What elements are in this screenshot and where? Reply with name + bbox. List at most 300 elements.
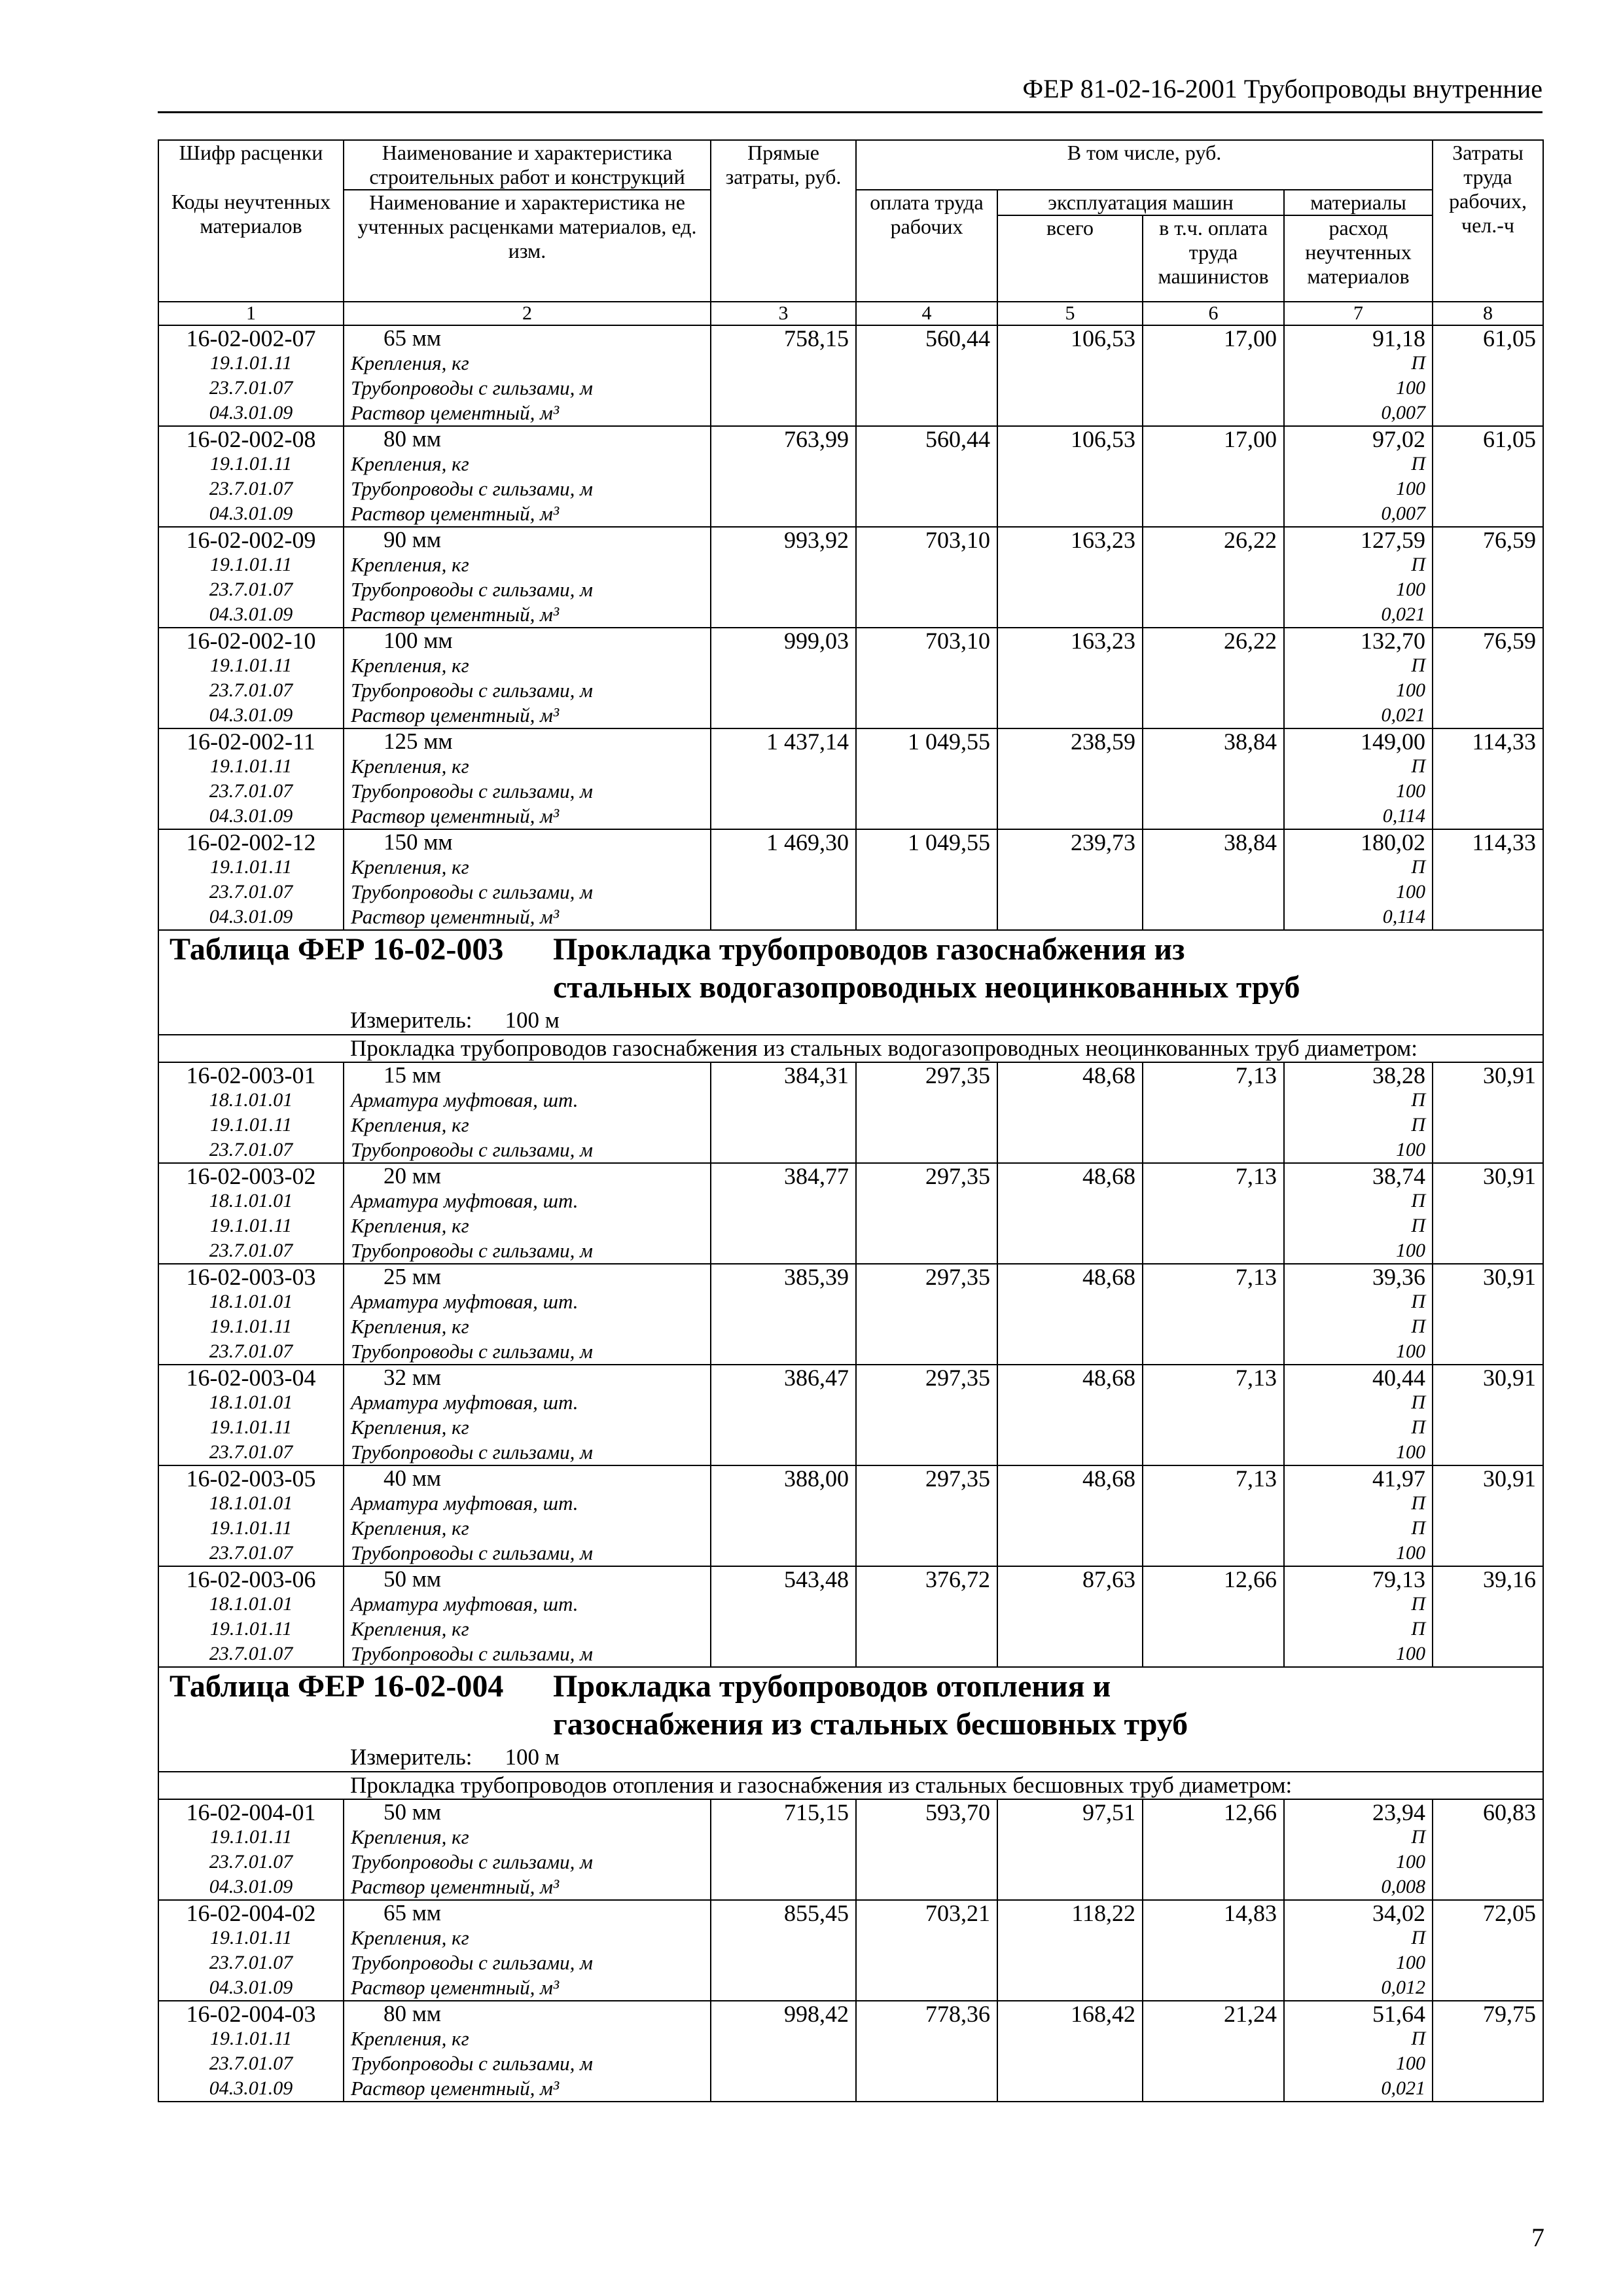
direct-costs: 1 437,14 <box>711 728 856 754</box>
empty-cell <box>997 1641 1143 1667</box>
meter-value: 100 м <box>505 1744 560 1770</box>
empty-cell <box>856 1189 997 1213</box>
material-name: Раствор цементный, м³ <box>344 501 711 527</box>
material-row <box>158 880 1543 905</box>
empty-cell <box>856 1874 997 1900</box>
material-code: 23.7.01.07 <box>158 2051 344 2076</box>
empty-cell <box>711 1238 856 1264</box>
material-name: Крепления, кг <box>344 452 711 476</box>
empty-cell <box>711 2026 856 2051</box>
empty-cell <box>1143 452 1284 476</box>
material-row <box>158 1975 1543 2001</box>
material-code: 04.3.01.09 <box>158 501 344 527</box>
header-materials: материалы <box>1284 190 1433 215</box>
empty-cell <box>997 1975 1143 2001</box>
material-consumption: 100 <box>1284 1339 1433 1365</box>
empty-cell <box>997 602 1143 628</box>
material-consumption: 0,007 <box>1284 501 1433 527</box>
material-name: Крепления, кг <box>344 1415 711 1440</box>
material-code: 19.1.01.11 <box>158 1213 344 1238</box>
machinist-wages: 38,84 <box>1143 728 1284 754</box>
material-code: 19.1.01.11 <box>158 1314 344 1339</box>
rate-name: 15 мм <box>344 1062 711 1088</box>
rate-name: 80 мм <box>344 426 711 452</box>
empty-cell <box>997 880 1143 905</box>
colnum-7: 7 <box>1284 302 1433 325</box>
empty-cell <box>711 452 856 476</box>
machines-total: 48,68 <box>997 1264 1143 1289</box>
material-row <box>158 1541 1543 1566</box>
empty-cell <box>1143 1289 1284 1314</box>
empty-cell <box>711 2051 856 2076</box>
machines-total: 118,22 <box>997 1900 1143 1926</box>
header-name-bottom: Наименование и характеристика не учтенных расценками материалов, ед. изм. <box>344 190 711 302</box>
machinist-wages: 7,13 <box>1143 1163 1284 1189</box>
empty-cell <box>1433 703 1543 728</box>
rate-code: 16-02-003-06 <box>158 1566 344 1592</box>
material-name: Трубопроводы с гильзами, м <box>344 2051 711 2076</box>
empty-cell <box>856 501 997 527</box>
material-row <box>158 1950 1543 1975</box>
material-code: 23.7.01.07 <box>158 1339 344 1365</box>
empty-cell <box>856 1516 997 1541</box>
material-row <box>158 1491 1543 1516</box>
material-code: 18.1.01.01 <box>158 1491 344 1516</box>
empty-cell <box>997 376 1143 401</box>
empty-cell <box>1433 1440 1543 1465</box>
material-code: 19.1.01.11 <box>158 552 344 577</box>
empty-cell <box>711 1926 856 1950</box>
material-name: Раствор цементный, м³ <box>344 401 711 426</box>
material-row <box>158 1339 1543 1365</box>
header-machines-wages: в т.ч. оплата труда машинистов <box>1143 215 1284 302</box>
labor-hours: 39,16 <box>1433 1566 1543 1592</box>
material-consumption: П <box>1284 1088 1433 1113</box>
header-direct: Прямые затраты, руб. <box>711 140 856 302</box>
empty-cell <box>1433 1213 1543 1238</box>
empty-cell <box>856 1415 997 1440</box>
direct-costs: 715,15 <box>711 1799 856 1825</box>
worker-wages: 297,35 <box>856 1062 997 1088</box>
empty-cell <box>711 2076 856 2102</box>
machines-total: 48,68 <box>997 1062 1143 1088</box>
worker-wages: 297,35 <box>856 1365 997 1390</box>
material-consumption: П <box>1284 1113 1433 1138</box>
material-name: Крепления, кг <box>344 2026 711 2051</box>
table-title <box>158 930 1543 1007</box>
material-consumption: П <box>1284 1289 1433 1314</box>
materials-cost: 91,18 <box>1284 325 1433 351</box>
material-row <box>158 376 1543 401</box>
empty-cell <box>856 1289 997 1314</box>
labor-hours: 76,59 <box>1433 628 1543 653</box>
material-code: 23.7.01.07 <box>158 1641 344 1667</box>
material-consumption: П <box>1284 1314 1433 1339</box>
worker-wages: 703,10 <box>856 527 997 552</box>
material-name: Раствор цементный, м³ <box>344 1975 711 2001</box>
empty-cell <box>997 1113 1143 1138</box>
empty-cell <box>1143 1390 1284 1415</box>
rate-code: 16-02-002-07 <box>158 325 344 351</box>
empty-cell <box>997 401 1143 426</box>
material-row <box>158 1850 1543 1874</box>
meter-cell <box>344 1744 1543 1772</box>
colnum-8: 8 <box>1433 302 1543 325</box>
empty-cell <box>856 1088 997 1113</box>
meter-label: Измеритель: <box>350 1744 473 1770</box>
worker-wages: 297,35 <box>856 1264 997 1289</box>
material-consumption: 100 <box>1284 1641 1433 1667</box>
machines-total: 163,23 <box>997 628 1143 653</box>
table-row <box>158 527 1543 552</box>
material-name: Арматура муфтовая, шт. <box>344 1390 711 1415</box>
empty-cell <box>1143 1238 1284 1264</box>
empty-cell <box>997 476 1143 501</box>
material-consumption: П <box>1284 1491 1433 1516</box>
material-code: 23.7.01.07 <box>158 1138 344 1163</box>
table-title <box>158 1667 1543 1744</box>
empty-cell <box>1433 1238 1543 1264</box>
materials-cost: 34,02 <box>1284 1900 1433 1926</box>
machinist-wages: 7,13 <box>1143 1264 1284 1289</box>
empty-cell <box>997 1825 1143 1850</box>
empty-cell <box>1143 1415 1284 1440</box>
table-row <box>158 628 1543 653</box>
machinist-wages: 7,13 <box>1143 1365 1284 1390</box>
header-machines: эксплуатация машин <box>997 190 1284 215</box>
material-consumption: П <box>1284 452 1433 476</box>
empty-cell <box>1433 1541 1543 1566</box>
rate-code: 16-02-003-05 <box>158 1465 344 1491</box>
direct-costs: 855,45 <box>711 1900 856 1926</box>
meter-value: 100 м <box>505 1007 560 1033</box>
empty-cell <box>1433 1390 1543 1415</box>
empty-cell <box>711 1541 856 1566</box>
material-consumption: П <box>1284 1617 1433 1641</box>
empty-cell <box>856 754 997 779</box>
table-title-label: Таблица ФЕР 16-02-004 <box>169 1669 504 1704</box>
empty-cell <box>1143 476 1284 501</box>
empty-cell <box>997 653 1143 678</box>
empty-cell <box>1143 1617 1284 1641</box>
machines-total: 106,53 <box>997 325 1143 351</box>
empty-cell <box>856 401 997 426</box>
material-code: 19.1.01.11 <box>158 452 344 476</box>
rate-name: 65 мм <box>344 325 711 351</box>
material-consumption: 100 <box>1284 1238 1433 1264</box>
empty-cell <box>997 501 1143 527</box>
empty-cell <box>711 577 856 602</box>
rate-code: 16-02-003-03 <box>158 1264 344 1289</box>
material-name: Раствор цементный, м³ <box>344 804 711 829</box>
materials-cost: 23,94 <box>1284 1799 1433 1825</box>
empty-cell <box>1143 905 1284 930</box>
material-code: 04.3.01.09 <box>158 804 344 829</box>
subheading-blank <box>158 1772 344 1799</box>
empty-cell <box>1433 552 1543 577</box>
material-name: Раствор цементный, м³ <box>344 703 711 728</box>
empty-cell <box>856 2026 997 2051</box>
empty-cell <box>711 1850 856 1874</box>
worker-wages: 1 049,55 <box>856 829 997 855</box>
empty-cell <box>1433 1314 1543 1339</box>
empty-cell <box>856 905 997 930</box>
machinist-wages: 21,24 <box>1143 2001 1284 2026</box>
material-name: Арматура муфтовая, шт. <box>344 1289 711 1314</box>
material-consumption: 0,021 <box>1284 703 1433 728</box>
material-consumption: П <box>1284 855 1433 880</box>
empty-cell <box>1143 1641 1284 1667</box>
empty-cell <box>856 2051 997 2076</box>
empty-cell <box>997 804 1143 829</box>
materials-cost: 79,13 <box>1284 1566 1433 1592</box>
empty-cell <box>711 401 856 426</box>
rate-code: 16-02-002-09 <box>158 527 344 552</box>
empty-cell <box>1143 1189 1284 1213</box>
empty-cell <box>856 1339 997 1365</box>
empty-cell <box>997 1238 1143 1264</box>
subheading-blank <box>158 1035 344 1062</box>
material-code: 23.7.01.07 <box>158 880 344 905</box>
rate-code: 16-02-004-03 <box>158 2001 344 2026</box>
empty-cell <box>1143 1874 1284 1900</box>
empty-cell <box>1433 2076 1543 2102</box>
material-name: Крепления, кг <box>344 1516 711 1541</box>
table-title-text: Прокладка трубопроводов газоснабжения из стальных водогазопроводных неоцинкованных труб <box>553 932 1300 1005</box>
empty-cell <box>1143 2026 1284 2051</box>
header-wages: оплата труда рабочих <box>856 190 997 302</box>
empty-cell <box>997 1314 1143 1339</box>
material-consumption: 0,021 <box>1284 602 1433 628</box>
material-name: Трубопроводы с гильзами, м <box>344 1950 711 1975</box>
rate-code: 16-02-004-02 <box>158 1900 344 1926</box>
material-name: Трубопроводы с гильзами, м <box>344 678 711 703</box>
material-row <box>158 1314 1543 1339</box>
empty-cell <box>1433 1415 1543 1440</box>
empty-cell <box>997 552 1143 577</box>
rate-code: 16-02-002-12 <box>158 829 344 855</box>
material-row <box>158 1189 1543 1213</box>
material-name: Трубопроводы с гильзами, м <box>344 880 711 905</box>
machines-total: 239,73 <box>997 829 1143 855</box>
empty-cell <box>711 1592 856 1617</box>
empty-cell <box>1433 376 1543 401</box>
empty-cell <box>1143 1113 1284 1138</box>
empty-cell <box>856 678 997 703</box>
empty-cell <box>1433 1975 1543 2001</box>
rate-name: 80 мм <box>344 2001 711 2026</box>
material-row <box>158 1617 1543 1641</box>
table-body <box>158 140 1543 2102</box>
empty-cell <box>997 1874 1143 1900</box>
empty-cell <box>1433 1491 1543 1516</box>
subheading-row <box>158 1772 1543 1799</box>
subheading: Прокладка трубопроводов отопления и газоснабжения из стальных бесшовных труб диаметром: <box>344 1772 1543 1799</box>
table-row <box>158 1900 1543 1926</box>
column-number-row <box>158 302 1543 325</box>
empty-cell <box>1143 1088 1284 1113</box>
empty-cell <box>711 552 856 577</box>
direct-costs: 384,31 <box>711 1062 856 1088</box>
material-consumption: П <box>1284 552 1433 577</box>
empty-cell <box>711 1516 856 1541</box>
material-name: Крепления, кг <box>344 552 711 577</box>
empty-cell <box>1143 501 1284 527</box>
material-row <box>158 1289 1543 1314</box>
empty-cell <box>997 1491 1143 1516</box>
empty-cell <box>997 351 1143 376</box>
empty-cell <box>997 1440 1143 1465</box>
material-consumption: 100 <box>1284 1440 1433 1465</box>
rate-code: 16-02-004-01 <box>158 1799 344 1825</box>
material-consumption: 0,012 <box>1284 1975 1433 2001</box>
rate-code: 16-02-003-01 <box>158 1062 344 1088</box>
meter-row <box>158 1007 1543 1035</box>
direct-costs: 998,42 <box>711 2001 856 2026</box>
worker-wages: 560,44 <box>856 426 997 452</box>
material-name: Раствор цементный, м³ <box>344 2076 711 2102</box>
material-row <box>158 703 1543 728</box>
empty-cell <box>711 1339 856 1365</box>
empty-cell <box>997 1850 1143 1874</box>
table-row <box>158 1062 1543 1088</box>
empty-cell <box>711 351 856 376</box>
meter-blank <box>158 1744 344 1772</box>
empty-cell <box>856 351 997 376</box>
direct-costs: 1 469,30 <box>711 829 856 855</box>
material-row <box>158 678 1543 703</box>
empty-cell <box>997 452 1143 476</box>
material-name: Трубопроводы с гильзами, м <box>344 577 711 602</box>
empty-cell <box>997 905 1143 930</box>
material-row <box>158 2076 1543 2102</box>
empty-cell <box>1143 1516 1284 1541</box>
material-consumption: 0,114 <box>1284 804 1433 829</box>
material-row <box>158 1641 1543 1667</box>
material-name: Трубопроводы с гильзами, м <box>344 1850 711 1874</box>
machines-total: 48,68 <box>997 1163 1143 1189</box>
material-name: Трубопроводы с гильзами, м <box>344 376 711 401</box>
empty-cell <box>1433 351 1543 376</box>
material-consumption: П <box>1284 1592 1433 1617</box>
empty-cell <box>856 1926 997 1950</box>
empty-cell <box>1433 678 1543 703</box>
empty-cell <box>1143 602 1284 628</box>
material-consumption: 100 <box>1284 779 1433 804</box>
direct-costs: 758,15 <box>711 325 856 351</box>
empty-cell <box>997 754 1143 779</box>
empty-cell <box>997 1339 1143 1365</box>
empty-cell <box>1143 1314 1284 1339</box>
material-code: 04.3.01.09 <box>158 401 344 426</box>
empty-cell <box>997 1950 1143 1975</box>
material-consumption: П <box>1284 1926 1433 1950</box>
table-title-text: Прокладка трубопроводов отопления и газоснабжения из стальных бесшовных труб <box>553 1669 1188 1742</box>
colnum-1: 1 <box>158 302 344 325</box>
empty-cell <box>1143 577 1284 602</box>
empty-cell <box>997 1390 1143 1415</box>
empty-cell <box>856 552 997 577</box>
empty-cell <box>1433 602 1543 628</box>
material-consumption: 100 <box>1284 1850 1433 1874</box>
empty-cell <box>856 1825 997 1850</box>
empty-cell <box>997 703 1143 728</box>
empty-cell <box>997 855 1143 880</box>
empty-cell <box>1433 577 1543 602</box>
empty-cell <box>711 855 856 880</box>
empty-cell <box>1143 1138 1284 1163</box>
empty-cell <box>1143 1440 1284 1465</box>
direct-costs: 388,00 <box>711 1465 856 1491</box>
machines-total: 48,68 <box>997 1465 1143 1491</box>
empty-cell <box>1143 376 1284 401</box>
empty-cell <box>1143 1339 1284 1365</box>
material-row <box>158 754 1543 779</box>
worker-wages: 703,21 <box>856 1900 997 1926</box>
material-name: Крепления, кг <box>344 754 711 779</box>
table-row <box>158 325 1543 351</box>
table-row <box>158 1264 1543 1289</box>
empty-cell <box>711 1617 856 1641</box>
material-code: 23.7.01.07 <box>158 1950 344 1975</box>
colnum-3: 3 <box>711 302 856 325</box>
materials-cost: 149,00 <box>1284 728 1433 754</box>
material-consumption: 100 <box>1284 880 1433 905</box>
table-row <box>158 829 1543 855</box>
price-table <box>158 139 1544 2102</box>
empty-cell <box>711 1440 856 1465</box>
rate-name: 65 мм <box>344 1900 711 1926</box>
header-materials-sub: расход неучтенных материалов <box>1284 215 1433 302</box>
table-row <box>158 2001 1543 2026</box>
empty-cell <box>1433 476 1543 501</box>
empty-cell <box>1433 1113 1543 1138</box>
empty-cell <box>711 779 856 804</box>
empty-cell <box>856 703 997 728</box>
rate-name: 40 мм <box>344 1465 711 1491</box>
empty-cell <box>711 1874 856 1900</box>
empty-cell <box>856 779 997 804</box>
material-code: 04.3.01.09 <box>158 602 344 628</box>
labor-hours: 61,05 <box>1433 325 1543 351</box>
material-code: 23.7.01.07 <box>158 779 344 804</box>
rate-code: 16-02-003-04 <box>158 1365 344 1390</box>
table-row <box>158 1365 1543 1390</box>
empty-cell <box>711 1491 856 1516</box>
materials-cost: 180,02 <box>1284 829 1433 855</box>
material-consumption: П <box>1284 1825 1433 1850</box>
machines-total: 238,59 <box>997 728 1143 754</box>
machines-total: 106,53 <box>997 426 1143 452</box>
material-consumption: П <box>1284 653 1433 678</box>
subheading-row <box>158 1035 1543 1062</box>
empty-cell <box>1433 779 1543 804</box>
empty-cell <box>711 1390 856 1415</box>
material-code: 04.3.01.09 <box>158 2076 344 2102</box>
material-code: 23.7.01.07 <box>158 476 344 501</box>
material-row <box>158 1415 1543 1440</box>
empty-cell <box>856 804 997 829</box>
material-row <box>158 1238 1543 1264</box>
empty-cell <box>1143 2076 1284 2102</box>
material-name: Трубопроводы с гильзами, м <box>344 1641 711 1667</box>
empty-cell <box>711 1289 856 1314</box>
material-code: 19.1.01.11 <box>158 754 344 779</box>
rate-name: 90 мм <box>344 527 711 552</box>
material-name: Раствор цементный, м³ <box>344 1874 711 1900</box>
machinist-wages: 7,13 <box>1143 1062 1284 1088</box>
worker-wages: 297,35 <box>856 1163 997 1189</box>
